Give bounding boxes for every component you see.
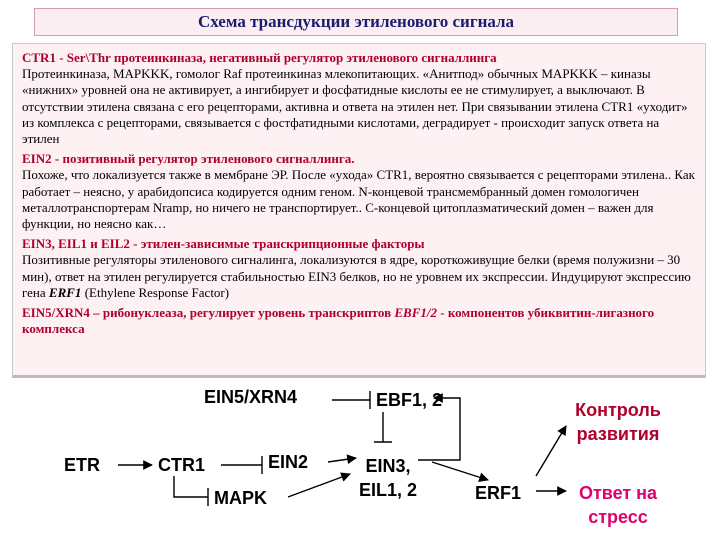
node-ein2: EIN2 <box>268 452 309 472</box>
section-ein5-gene-name: EBF1/2 <box>394 305 437 321</box>
section-ein5-heading-tail: - компонентов убиквитин-лигазного комплекса <box>22 305 655 337</box>
arrow-ein3-erf1 <box>432 462 488 480</box>
section-ein3-body-text: Позитивные регуляторы этиленового сигналинга, локализуются в ядре, короткоживущие белки (время полужизни – 30 мин), ответ на этилен регулируется стабильностью EIN3 белков, но не уровнем их экспрессии. Индуцируют экспрессию гена <box>22 252 691 300</box>
node-ein5-xrn4: EIN5/XRN4 <box>204 387 298 407</box>
section-ctr1 <box>22 50 696 147</box>
node-mapk: MAPK <box>214 488 267 508</box>
section-ein2-body: Похоже, что локализуется также в мембране ЭР. После «ухода» CTR1, вероятно связывается с рецепторами этилена.. Как работает – неясно, у арабидопсиса кодируется одним геном. N-концевой трансмембранный домен гомологичен металлотранспортерам Nramp, но ничего не транспортирует.. С-концевой цитоплазматический домен – важен для функции, но неясно как… <box>22 167 695 232</box>
description-panel <box>12 43 706 378</box>
node-erf1: ERF1 <box>475 483 522 503</box>
outcome-stress-line2: стресс <box>588 507 648 527</box>
section-ein2-heading: EIN2 - позитивный регулятор этиленового сигналлинга. <box>22 151 355 167</box>
node-ctr1: CTR1 <box>158 455 206 475</box>
section-ein5-heading <box>22 305 696 337</box>
node-etr: ETR <box>64 455 100 475</box>
inhibit-ctr1-mapk <box>174 476 208 497</box>
outcome-development-line2: развития <box>576 424 660 444</box>
section-ein3-heading: EIN3, EIL1 и EIL2 - этилен-зависимые транскрипционные факторы <box>22 236 425 252</box>
section-ctr1-body: Протеинкиназа, MAPKKK, гомолог Raf протеинкиназ млекопитающих. «Анитпод» обычных MAPKKK – киназы «нижних» уровней она не активирует, а ингибирует и фосфатидные кислоты ее не стимулирует, а выключают. В отсутствии этилена связана с его рецепторами, активна и ответа на этилен нет. При связывании этилена CTR1 «уходит» из комплекса с рецепторами, связывается с фостфатидными кислотами, деградирует - происходит запуск ответа на этилен <box>22 66 688 147</box>
arrow-mapk-ein3 <box>288 474 350 497</box>
section-ein3-body <box>22 252 696 301</box>
section-ein3-body-tail: (Ethylene Response Factor) <box>81 284 230 300</box>
section-ein5-heading-text: EIN5/XRN4 – рибонуклеаза, регулирует уровень транскриптов <box>22 305 395 321</box>
outcome-development-line1: Контроль <box>575 400 661 420</box>
outcome-stress <box>560 481 676 529</box>
outcome-development <box>560 398 676 446</box>
section-ctr1-heading: CTR1 - Ser\Thr протеинкиназа, негативный регулятор этиленового сигналлинга <box>22 50 497 65</box>
node-ein3-line2: EIL1, 2 <box>358 480 418 500</box>
node-ein3 <box>352 454 424 502</box>
section-ein2 <box>22 151 696 232</box>
section-ein3 <box>22 236 696 301</box>
page-title-text: Схема трансдукции этиленового сигнала <box>197 12 515 31</box>
outcome-stress-line1: Ответ на <box>578 483 658 503</box>
section-ein5 <box>22 305 696 337</box>
page-title <box>34 8 678 36</box>
node-ebf: EBF1, 2 <box>376 390 443 410</box>
node-ein3-line1: EIN3, <box>365 456 411 476</box>
section-ein3-gene-name: ERF1 <box>48 284 82 300</box>
